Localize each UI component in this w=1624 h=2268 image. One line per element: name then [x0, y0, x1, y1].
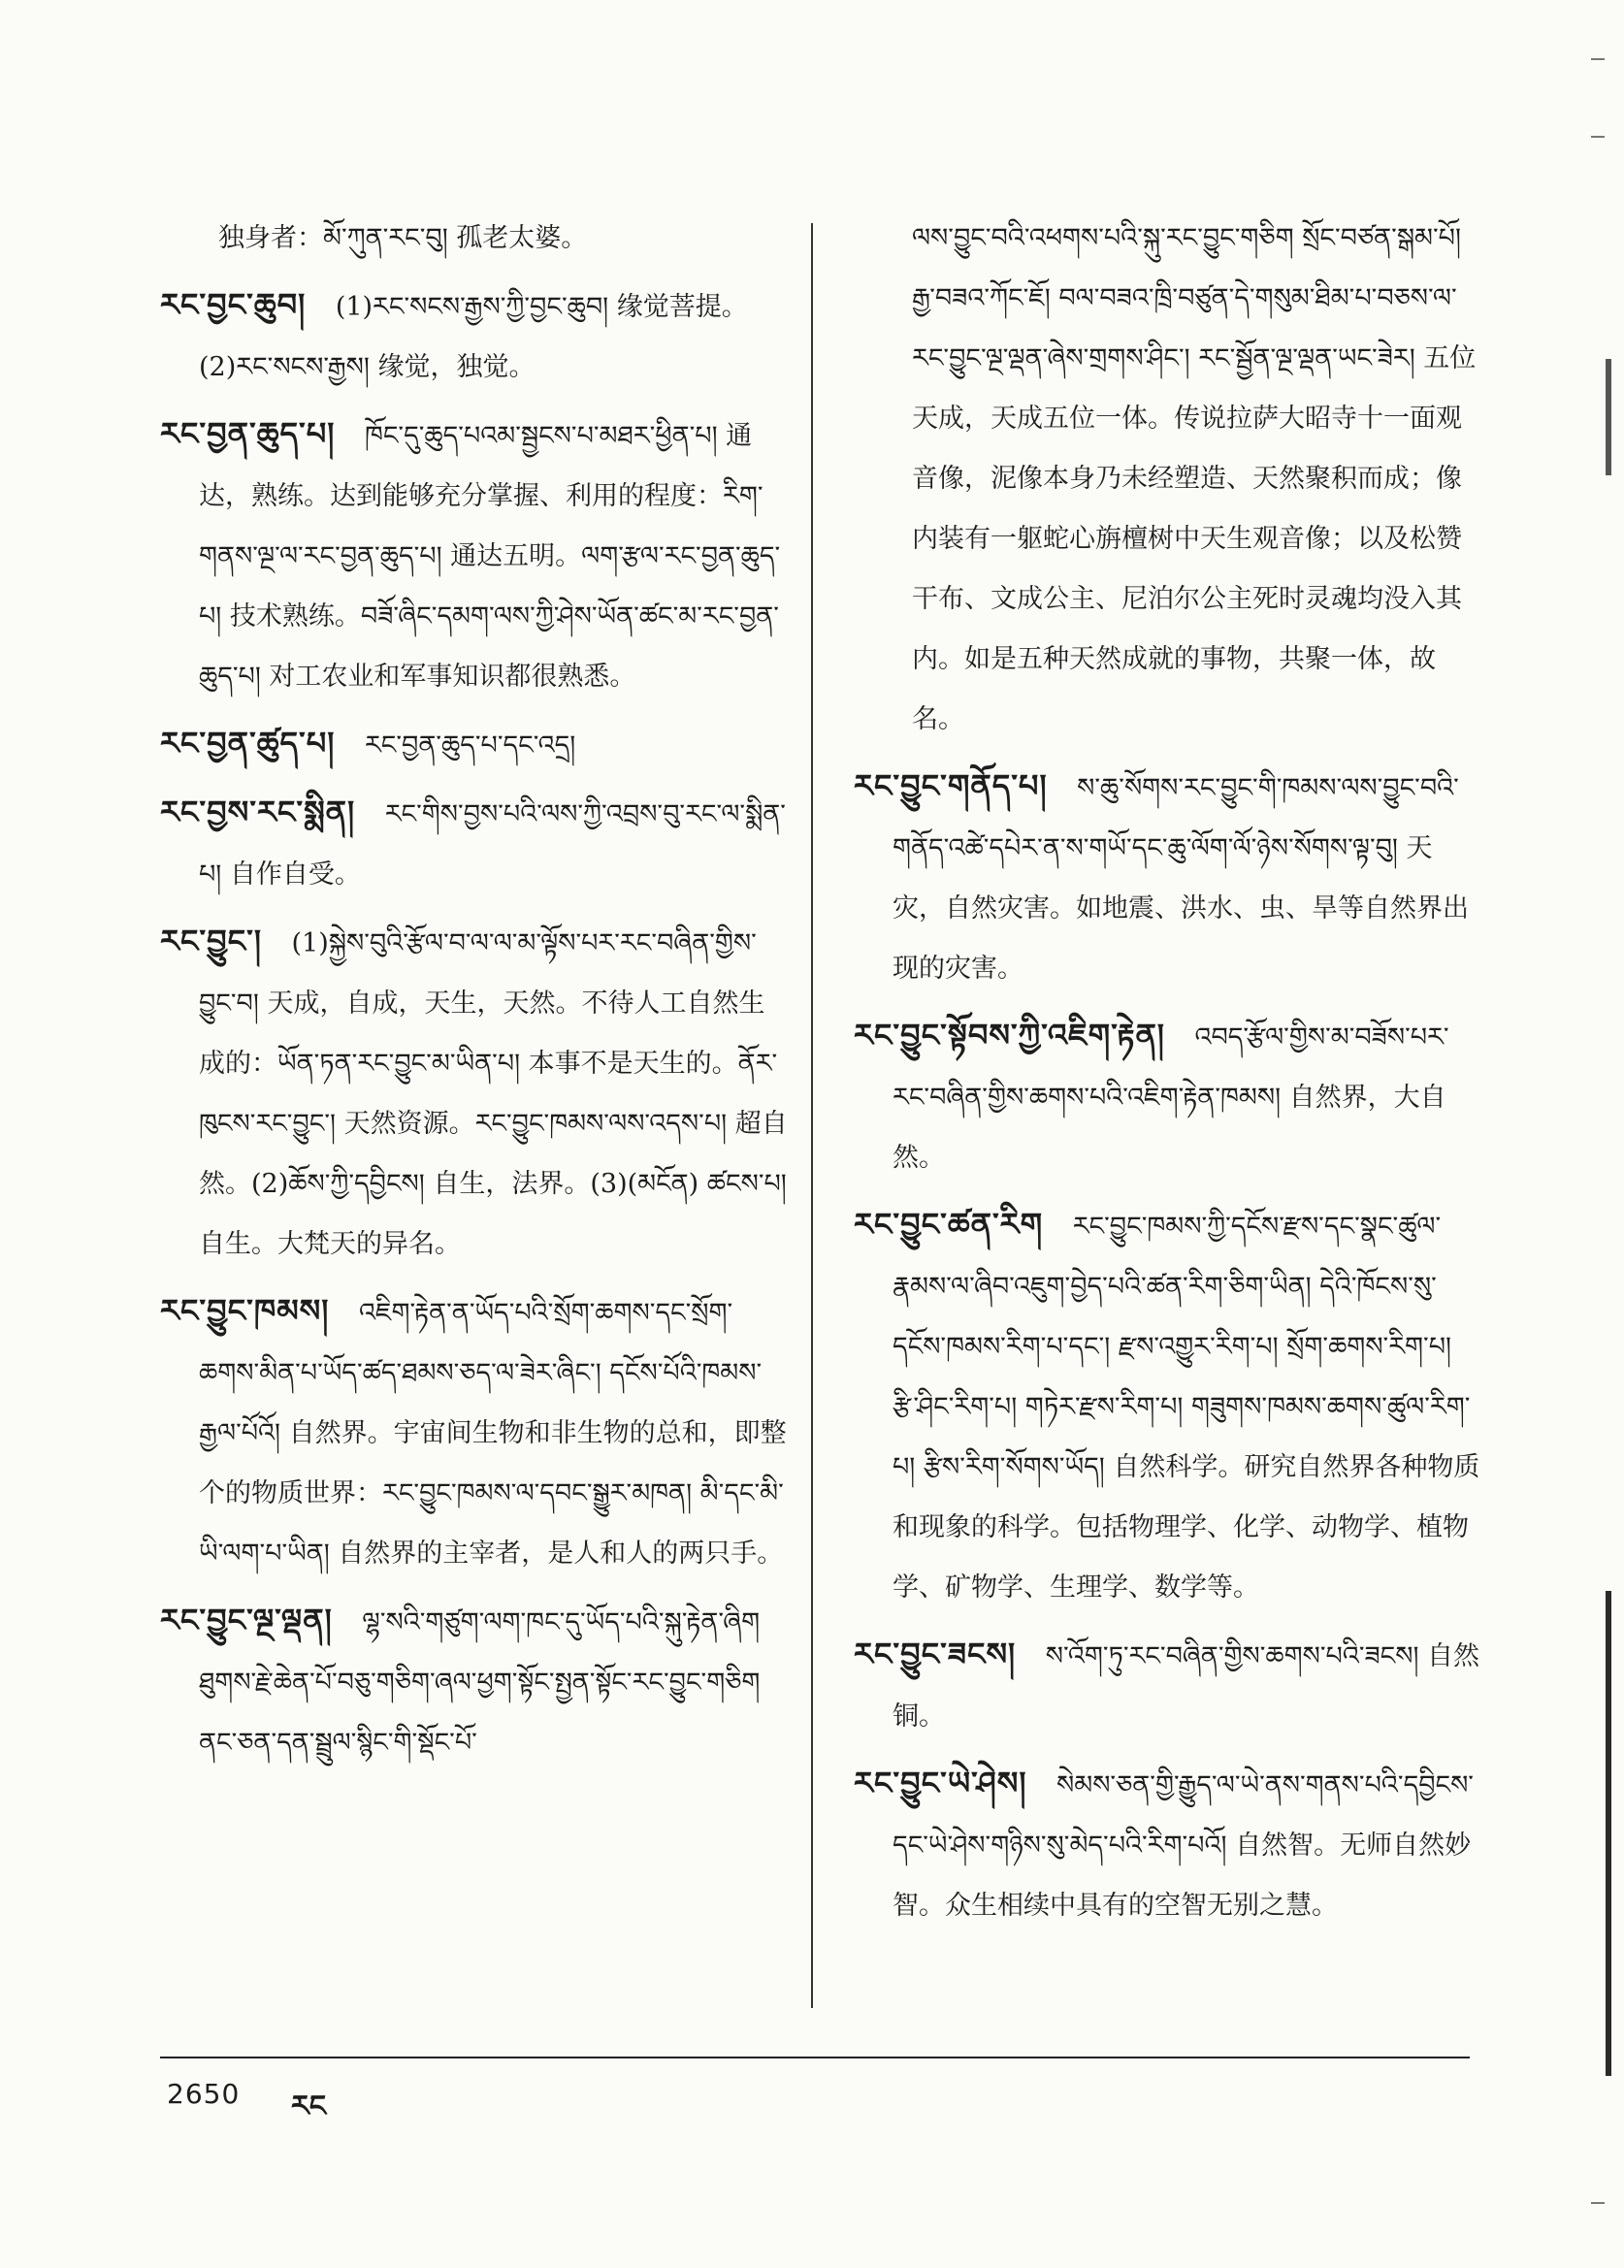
dictionary-entry: [854, 1624, 1484, 1747]
entry-headword: རང་བྱུང་སྟོབས་ཀྱི་འཇིག་རྟེན།: [854, 1017, 1165, 1053]
dictionary-entry: [160, 275, 791, 398]
dictionary-entry: [854, 209, 1484, 750]
page-edge-mark: [1606, 1591, 1611, 2076]
running-head: རང: [291, 2090, 326, 2123]
dictionary-entry: [160, 209, 791, 269]
entry-definition: རང་བྱུང་ཁམས་ཀྱི་དངོས་རྫས་དང་སྣང་ཚུལ་རྣམས་ལ་ཞིབ་འཇུག་བྱེད་པའི་ཚན་རིག་ཅིག་ཡིན། དེའི་ཁོངས་སུ་དངོས་ཁམས་རིག་པ་དང་། རྫས་འགྱུར་རིག་པ། སྲོག་ཆགས་རིག་པ། རྩི་ཤིང་རིག་པ། གཏེར་རྫས་རིག་པ། གཟུགས་ཁམས་ཆགས་ཚུལ་རིག་པ། རྩིས་རིག་སོགས་ཡོད། 自然科学。研究自然界各种物质和现象的科学。包括物理学、化学、动物学、植物学、矿物学、生理学、数学等。: [893, 1212, 1480, 1603]
entry-headword: རང་བྱུང་ལྔ་ལྡན།: [160, 1602, 333, 1638]
dictionary-entry: [160, 782, 791, 905]
entry-definition: 独身者：མོ་ཀུན་རང་བུ། 孤老太婆。: [218, 223, 588, 253]
entry-headword: རང་བྱུང་ཁམས།: [160, 1292, 330, 1329]
entry-headword: རང་བྱུང་།: [160, 923, 262, 959]
entry-headword: རང་བྱས་རང་སྨིན།: [160, 794, 356, 830]
dictionary-entry: [854, 1005, 1484, 1188]
dictionary-entry: [160, 713, 791, 776]
dictionary-entry: [160, 404, 791, 707]
entry-definition: འཇིག་རྟེན་ན་ཡོད་པའི་སྲོག་ཆགས་དང་སྲོག་ཆགས་མིན་པ་ཡོད་ཚད་ཐམས་ཅད་ལ་ཟེར་ཞིང་། དངོས་པོའི་ཁམས་རྒྱལ་པོའོ། 自然界。宇宙间生物和非生物的总和，即整个的物质世界：རང་བྱུང་ཁམས་ལ་དབང་སྒྱུར་མཁན། མི་དང་མི་ཡི་ལག་པ་ཡིན། 自然界的主宰者，是人和人的两只手。: [199, 1298, 787, 1569]
entry-headword: རང་བྱན་ཆུད་པ།: [160, 415, 336, 452]
entry-headword: རང་བྱུང་ཡེ་ཤེས།: [854, 1765, 1027, 1801]
entry-headword: རང་བྱང་ཆུབ།: [160, 286, 307, 323]
entry-definition: ཁོང་དུ་ཆུད་པའམ་སྦྱངས་པ་མཐར་ཕྱིན་པ། 通达，熟练。达到能够充分掌握、利用的程度：རིག་གནས་ལྔ་ལ་རང་བྱན་ཆུད་པ། 通达五明。ལག་རྩལ་རང་བྱན་ཆུད་པ། 技术熟练。བཟོ་ཞིང་དམག་ལས་ཀྱི་ཤེས་ཡོན་ཚང་མ་རང་བྱན་ཆུད་པ། 对工农业和军事知识都很熟悉。: [199, 421, 781, 692]
entry-headword: རང་བྱན་ཚུད་པ།: [160, 725, 336, 761]
dictionary-entry: [854, 1753, 1484, 1936]
entry-definition: ལྷ་སའི་གཙུག་ལག་ཁང་དུ་ཡོད་པའི་སྐུ་རྟེན་ཞིག ཐུགས་རྗེ་ཆེན་པོ་བཅུ་གཅིག་ཞལ་ཕྱག་སྟོང་སྤྱན་སྟོང་རང་བྱུང་གཅིག ནང་ཅན་དན་སྦྲུལ་སྙིང་གི་སྡོང་པོ་: [199, 1607, 761, 1758]
dictionary-entry: [160, 911, 791, 1275]
entry-definition: སེམས་ཅན་གྱི་རྒྱུད་ལ་ཡེ་ནས་གནས་པའི་དབྱིངས་དང་ཡེ་ཤེས་གཉིས་སུ་མེད་པའི་རིག་པའོ། 自然智。无师自然妙智。众生相续中具有的空智无别之慧。: [893, 1770, 1474, 1921]
footer-rule: [160, 2057, 1470, 2058]
entry-definition: རང་བྱན་ཆུད་པ་དང་འདྲ།: [364, 730, 576, 761]
right-column: [854, 209, 1484, 1942]
page-edge-mark: [1606, 359, 1611, 475]
entry-headword: རང་བྱུང་གནོད་པ།: [854, 767, 1048, 804]
entry-definition: ས་འོག་ཏུ་རང་བཞིན་གྱིས་ཆགས་པའི་ཟངས། 自然铜。: [893, 1641, 1480, 1732]
entry-definition: ལས་བྱུང་བའི་འཕགས་པའི་སྐུ་རང་བྱུང་གཅིག སྲོང་བཙན་སྒམ་པོ། རྒྱ་བཟའ་ཀོང་ཇོ། བལ་བཟའ་ཁྲི་བཙུན་དེ་གསུམ་ཐིམ་པ་བཅས་ལ་རང་བྱུང་ལྔ་ལྡན་ཞེས་གྲགས་ཤིང་། རང་སྦྱོན་ལྔ་ལྡན་ཡང་ཟེར། 五位天成，天成五位一体。传说拉萨大昭寺十一面观音像，泥像本身乃未经塑造、天然聚积而成；像内装有一躯蛇心旃檀树中天生观音像；以及松赞干布、文成公主、尼泊尔公主死时灵魂均没入其内。如是五种天然成就的事物，共聚一体，故名。: [912, 223, 1477, 734]
page-number: 2650: [167, 2078, 241, 2110]
dictionary-entry: [854, 756, 1484, 999]
entry-definition: འབད་རྩོལ་གྱིས་མ་བཟོས་པར་རང་བཞིན་གྱིས་ཆགས་པའི་འཇིག་རྟེན་ཁམས། 自然界，大自然。: [893, 1022, 1449, 1173]
dictionary-entry: [160, 1280, 791, 1584]
page-edge-tick: [1591, 2202, 1605, 2204]
page-edge-tick: [1591, 136, 1605, 138]
page-edge-tick: [1591, 58, 1605, 60]
column-divider: [811, 223, 813, 2008]
entry-definition: ས་ཆུ་སོགས་རང་བྱུང་གི་ཁམས་ལས་བྱུང་བའི་གནོད་འཚེ་དཔེར་ན་ས་གཡོ་དང་ཆུ་ལོག་ལོ་ཉེས་སོགས་ལྟ་བུ། 天灾，自然灾害。如地震、洪水、虫、旱等自然界出现的灾害。: [893, 773, 1469, 984]
entry-headword: རང་བྱུང་ཟངས།: [854, 1636, 1017, 1672]
entry-definition: (1)སྐྱེས་བུའི་རྩོལ་བ་ལ་ལ་མ་ལྟོས་པར་རང་བཞིན་གྱིས་བྱུང་བ། 天成，自成，天生，天然。不待人工自然生成的：ཡོན་ཏན་རང་བྱུང་མ་ཡིན་པ། 本事不是天生的。ནོར་ཁུངས་རང་བྱུང་། 天然资源。རང་བྱུང་ཁམས་ལས་འདས་པ། 超自然。(2)ཆོས་ཀྱི་དབྱིངས། 自生，法界。(3)(མངོན) ཚངས་པ། 自生。大梵天的异名。: [199, 928, 788, 1259]
entry-definition: (1)རང་སངས་རྒྱས་ཀྱི་བྱང་ཆུབ། 缘觉菩提。(2)རང་སངས་རྒྱས། 缘觉，独觉。: [199, 292, 748, 382]
dictionary-entry: [160, 1590, 791, 1773]
entry-definition: རང་གིས་བྱས་པའི་ལས་ཀྱི་འབྲས་བུ་རང་ལ་སྨིན་པ། 自作自受。: [199, 799, 786, 890]
left-column: [160, 209, 791, 1779]
dictionary-entry: [854, 1194, 1484, 1618]
entry-headword: རང་བྱུང་ཚན་རིག: [854, 1206, 1044, 1243]
